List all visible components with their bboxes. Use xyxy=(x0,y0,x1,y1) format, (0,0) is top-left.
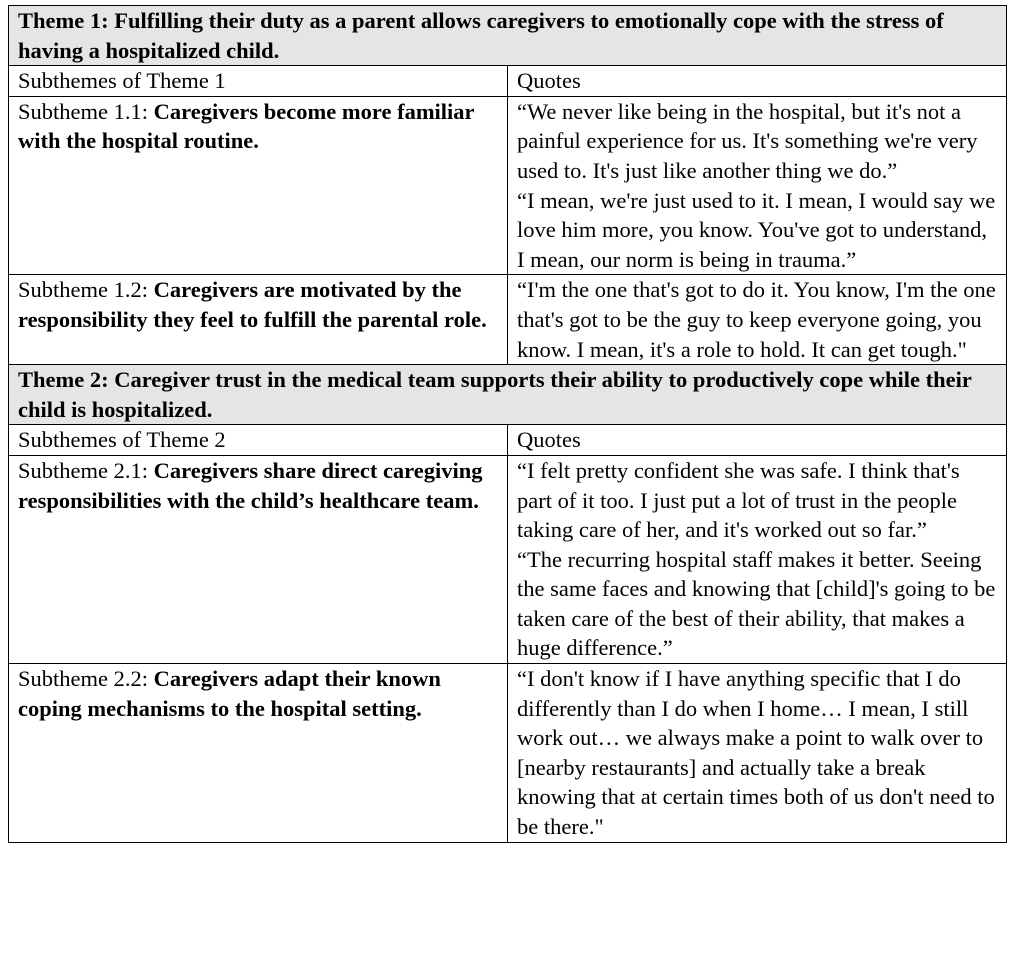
subtheme-2-1-row xyxy=(9,455,1007,663)
theme-1-quotes-header: Quotes xyxy=(508,66,1007,97)
quote-2-1-b: “The recurring hospital staff makes it better. Seeing the same faces and knowing that [child]'s going to be taken care of the best of their ability, that makes a huge difference.” xyxy=(517,546,996,661)
theme-1-row xyxy=(9,6,1007,66)
subtheme-2-1-prefix: Subtheme 2.1: xyxy=(18,457,154,483)
theme-1-title: Theme 1: Fulfilling their duty as a parent allows caregivers to emotionally cope with the stress of having a hospitalized child. xyxy=(9,6,1007,66)
subtheme-1-2-cell xyxy=(9,275,508,365)
subtheme-1-2-title: Caregivers are motivated by the responsibility they feel to fulfill the parental role. xyxy=(18,277,487,332)
subtheme-1-2-prefix: Subtheme 1.2: xyxy=(18,277,154,303)
subtheme-1-1-prefix: Subtheme 1.1: xyxy=(18,98,154,124)
theme-1-subthemes-header: Subthemes of Theme 1 xyxy=(9,66,508,97)
subtheme-1-1-cell xyxy=(9,96,508,275)
subtheme-1-1-title: Caregivers become more familiar with the hospital routine. xyxy=(18,98,475,154)
theme-2-quotes-header: Quotes xyxy=(508,425,1007,456)
theme-1-header-row xyxy=(9,66,1007,97)
subtheme-1-2-row xyxy=(9,275,1007,365)
subtheme-2-1-quotes xyxy=(508,455,1007,663)
themes-table xyxy=(8,5,1007,843)
subtheme-2-1-title: Caregivers share direct caregiving responsibilities with the child’s healthcare team. xyxy=(18,457,483,513)
subtheme-1-2-quotes xyxy=(508,275,1007,365)
quote-1-1-a: “We never like being in the hospital, but it's not a painful experience for us. It's something we're very used to. It's just like another thing we do.” xyxy=(517,98,978,183)
subtheme-2-2-cell xyxy=(9,664,508,843)
themes-table-container xyxy=(8,5,1006,843)
subtheme-2-1-cell xyxy=(9,455,508,663)
quote-2-1-a: “I felt pretty confident she was safe. I think that's part of it too. I just put a lot of trust in the people taking care of her, and it's worked out so far.” xyxy=(517,457,960,543)
theme-2-subthemes-header: Subthemes of Theme 2 xyxy=(9,425,508,456)
theme-2-header-row xyxy=(9,425,1007,456)
quote-1-1-b: “I mean, we're just used to it. I mean, I would say we love him more, you know. You've got to understand, I mean, our norm is being in trauma.” xyxy=(517,187,996,272)
theme-2-row xyxy=(9,365,1007,425)
subtheme-1-1-quotes xyxy=(508,96,1007,275)
quote-2-2-a: “I don't know if I have anything specific that I do differently than I do when I home… I mean, I still work out… we always make a point to walk over to [nearby restaurants] and actually take a break knowing that at certain times both of us don't need to be there." xyxy=(517,666,995,840)
subtheme-2-2-quotes xyxy=(508,664,1007,843)
theme-2-title: Theme 2: Caregiver trust in the medical team supports their ability to productively cope while their child is hospitalized. xyxy=(9,365,1007,425)
subtheme-1-1-row xyxy=(9,96,1007,275)
subtheme-2-2-prefix: Subtheme 2.2: xyxy=(18,666,154,692)
quote-1-2-a: “I'm the one that's got to do it. You know, I'm the one that's got to be the guy to keep everyone going, you know. I mean, it's a role to hold. It can get tough." xyxy=(517,277,996,362)
subtheme-2-2-row xyxy=(9,664,1007,843)
subtheme-2-2-title: Caregivers adapt their known coping mechanisms to the hospital setting. xyxy=(18,666,441,721)
